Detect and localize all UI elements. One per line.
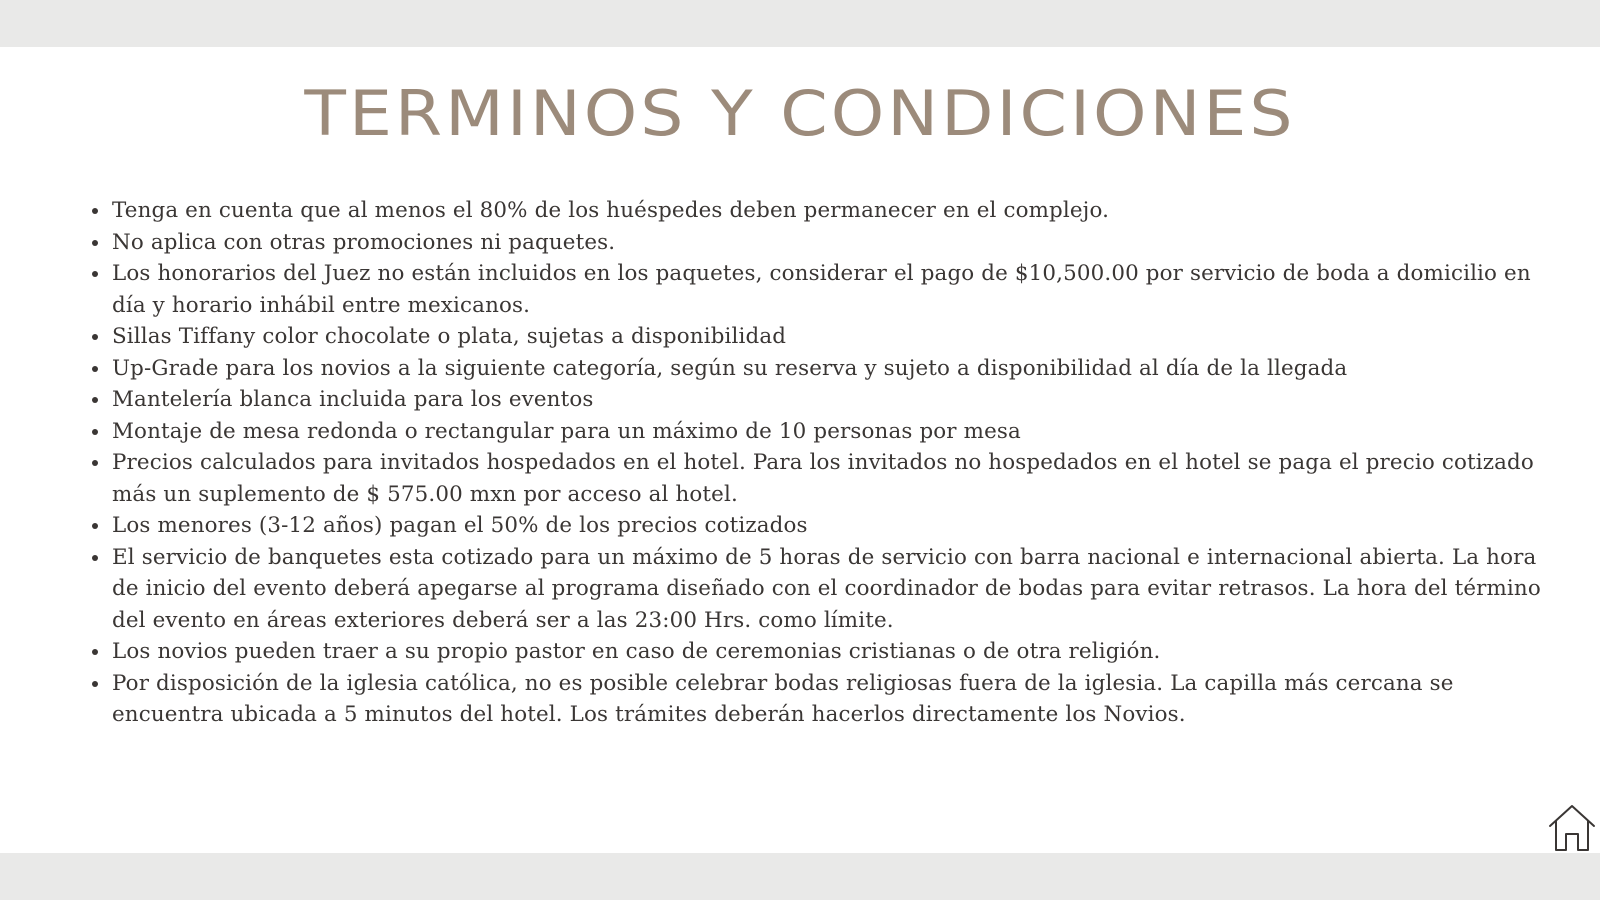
list-item [112, 510, 1552, 542]
term-text: No aplica con otras promociones ni paquetes. [112, 229, 616, 255]
term-text: Mantelería blanca incluida para los eventos [112, 387, 594, 412]
list-item [112, 416, 1552, 448]
term-text: Los honorarios del Juez no están incluidos en los paquetes, considerar el pago de $10,500.00 por servicio de boda a domicilio en día y horario inhábil entre mexicanos. [112, 261, 1531, 318]
list-item [112, 447, 1552, 510]
term-text: Por disposición de la iglesia católica, no es posible celebrar bodas religiosas fuera de la iglesia. La capilla más cercana se encuentra ubicada a 5 minutos del hotel. Los trámites deberán hacerlos directamente los Novios. [112, 670, 1454, 727]
list-item [112, 542, 1552, 637]
slide-title: TERMINOS Y CONDICIONES [304, 78, 1296, 151]
list-item [112, 353, 1552, 385]
list-item [112, 227, 1552, 259]
term-text: Tenga en cuenta que al menos el 80% de los huéspedes deben permanecer en el complejo. [112, 198, 1110, 223]
term-text: Precios calculados para invitados hospedados en el hotel. Para los invitados no hospedados en el hotel se paga el precio cotizado más un suplemento de $ 575.00 mxn por acceso al hotel. [112, 450, 1534, 507]
slide [0, 47, 1600, 853]
term-text: Los menores (3-12 años) pagan el 50% de los precios cotizados [112, 513, 808, 538]
term-text: Sillas Tiffany color chocolate o plata, sujetas a disponibilidad [112, 324, 787, 349]
term-text: Los novios pueden traer a su propio pastor en caso de ceremonias cristianas o de otra religión. [112, 639, 1161, 664]
list-item [112, 668, 1552, 731]
home-icon[interactable] [1546, 802, 1598, 854]
list-item [112, 321, 1552, 353]
term-text: Montaje de mesa redonda o rectangular para un máximo de 10 personas por mesa [112, 418, 1021, 444]
term-text: Up-Grade para los novios a la siguiente categoría, según su reserva y sujeto a disponibilidad al día de la llegada [112, 355, 1348, 381]
terms-list [92, 195, 1552, 731]
list-item [112, 195, 1552, 227]
list-item [112, 258, 1552, 321]
term-text: El servicio de banquetes esta cotizado para un máximo de 5 horas de servicio con barra nacional e internacional abierta. La hora de inicio del evento deberá apegarse al programa diseñado con el coordinador de bodas para evitar retrasos. La hora del término del evento en áreas exteriores deberá ser a las 23:00 Hrs. como límite. [112, 544, 1541, 633]
top-letterbox [0, 0, 1600, 47]
list-item [112, 636, 1552, 668]
bottom-letterbox [0, 853, 1600, 900]
list-item [112, 384, 1552, 416]
